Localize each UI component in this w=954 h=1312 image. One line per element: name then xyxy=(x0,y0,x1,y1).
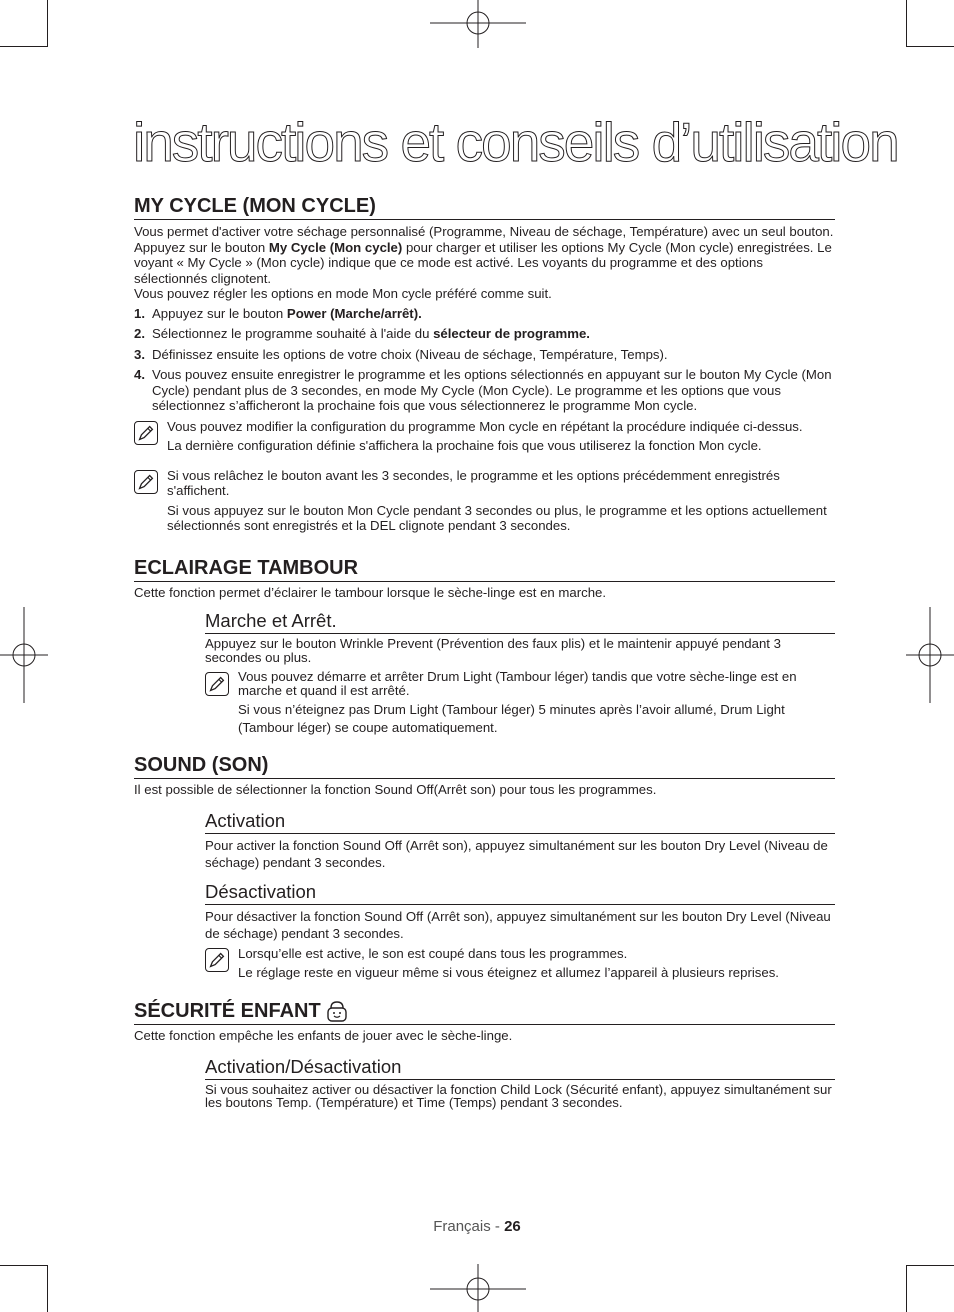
subsection-heading: Activation/Désactivation xyxy=(205,1056,835,1080)
note-block xyxy=(134,419,835,454)
crop-mark xyxy=(47,0,48,47)
note-block xyxy=(205,670,835,737)
note-text: Vous pouvez modifier la configuration du programme Mon cycle en répétant la procédure indiquée ci-dessus. xyxy=(167,418,803,434)
text: Appuyez sur le bouton xyxy=(152,305,287,321)
main-content xyxy=(134,194,835,1110)
step-number: 3. xyxy=(134,346,145,362)
note-pencil-icon xyxy=(205,948,229,972)
text: pour charger et utiliser les options My Cycle (Mon cycle) enregistrées. Le voyant « My Cycle » (Mon cycle) indique que ce mode est activé. Les voyants du programme et des options sélectionnés clignotent. xyxy=(134,239,832,286)
note-block xyxy=(134,468,835,534)
paragraph: Pour désactiver la fonction Sound Off (Arrêt son), appuyez simultanément sur les bouton Dry Level (Niveau de séchage) pendant 3 secondes. xyxy=(205,908,831,941)
paragraph xyxy=(134,240,835,287)
paragraph: Vous permet d'activer votre séchage personnalisé (Programme, Niveau de séchage, Température) avec un seul bouton. xyxy=(134,224,834,239)
step-number: 4. xyxy=(134,367,145,382)
note-text: Si vous n’éteignez pas Drum Light (Tambour léger) 5 minutes après l’avoir allumé, Drum Light (Tambour léger) se coupe automatiquement. xyxy=(238,702,785,735)
section-heading-sound: SOUND (SON) xyxy=(134,753,835,779)
heading-text: SÉCURITÉ ENFANT xyxy=(134,999,321,1022)
page-footer xyxy=(0,1218,954,1235)
note-pencil-icon xyxy=(134,470,158,494)
crop-mark xyxy=(906,1265,954,1266)
paragraph: Pour activer la fonction Sound Off (Arrêt son), appuyez simultanément sur les bouton Dry Level (Niveau de séchage) pendant 3 secondes. xyxy=(205,837,828,870)
paragraph: Cette fonction empêche les enfants de jouer avec le sèche-linge. xyxy=(134,1028,513,1044)
text: Définissez ensuite les options de votre choix (Niveau de séchage, Température, Temps). xyxy=(152,346,668,362)
page-number: 26 xyxy=(504,1218,521,1235)
note-text: Si vous appuyez sur le bouton Mon Cycle pendant 3 secondes ou plus, le programme et les options actuellement sélectionnés sont enregistrés et la DEL clignote pendant 3 secondes. xyxy=(167,502,827,533)
list-item xyxy=(134,326,835,342)
registration-mark xyxy=(906,607,954,703)
list-item xyxy=(134,347,835,363)
crop-mark xyxy=(906,46,954,47)
text: Vous pouvez ensuite enregistrer le programme et les options sélectionnés en appuyant sur le bouton My Cycle (Mon Cycle) pendant plus de 3 secondes, en mode My Cycle (Mon Cycle). Le programme et les options que vous sélectionnez s’afficheront la prochaine fois que vous sélectionnerez le programme Mon cycle. xyxy=(152,367,832,413)
note-text: Si vous relâchez le bouton avant les 3 secondes, le programme et les options précédemment enregistrés s'affichent. xyxy=(167,467,780,498)
note-pencil-icon xyxy=(205,672,229,696)
subsection xyxy=(205,610,835,737)
text: Sélectionnez le programme souhaité à l'aide du xyxy=(152,326,434,341)
page-title: instructions et conseils d’utilisation xyxy=(133,111,898,173)
crop-mark xyxy=(906,1265,907,1312)
note-text: Le réglage reste en vigueur même si vous éteignez et allumez l’appareil à plusieurs reprises. xyxy=(238,965,779,980)
paragraph: Si vous souhaitez activer ou désactiver la fonction Child Lock (Sécurité enfant), appuyez simultanément sur les boutons Temp. (Température) et Time (Temps) pendant 3 secondes. xyxy=(205,1081,832,1111)
footer-language: Français - xyxy=(433,1218,505,1235)
paragraph: Cette fonction permet d’éclairer le tambour lorsque le sèche-linge est en marche. xyxy=(134,584,607,600)
note-block xyxy=(205,946,835,981)
subsection-heading: Marche et Arrêt. xyxy=(205,610,835,634)
note-text: Vous pouvez démarre et arrêter Drum Light (Tambour léger) tandis que votre sèche-linge est en marche et quand il est arrêté. xyxy=(238,669,797,698)
crop-mark xyxy=(0,46,47,47)
paragraph: Il est possible de sélectionner la fonction Sound Off(Arrêt son) pour tous les programmes. xyxy=(134,782,657,797)
note-text: Lorsqu’elle est active, le son est coupé dans tous les programmes. xyxy=(238,945,628,961)
note-pencil-icon xyxy=(134,421,158,445)
bold-text: Power (Marche/arrêt). xyxy=(286,305,422,321)
section-heading-child-lock xyxy=(134,999,835,1026)
step-number: 2. xyxy=(134,326,145,341)
subsection xyxy=(205,810,835,981)
section-heading-eclairage: ECLAIRAGE TAMBOUR xyxy=(134,556,835,582)
text: Appuyez sur le bouton xyxy=(134,239,269,255)
bold-text: My Cycle (Mon cycle) xyxy=(268,239,403,255)
steps-list xyxy=(134,306,835,414)
registration-mark xyxy=(0,607,48,703)
crop-mark xyxy=(47,1265,48,1312)
step-number: 1. xyxy=(134,305,145,321)
paragraph: Appuyez sur le bouton Wrinkle Prevent (Prévention des faux plis) et le maintenir appuyé pendant 3 secondes ou plus. xyxy=(205,636,781,665)
list-item xyxy=(134,306,835,322)
subsection-heading: Activation xyxy=(205,810,835,834)
subsection xyxy=(205,1056,835,1110)
note-text: La dernière configuration définie s'affichera la prochaine fois que vous utiliserez la fonction Mon cycle. xyxy=(167,438,762,453)
subsection-heading: Désactivation xyxy=(205,881,835,905)
registration-mark xyxy=(430,1264,526,1312)
bold-text: sélecteur de programme. xyxy=(433,326,590,341)
list-item xyxy=(134,367,835,414)
child-lock-icon xyxy=(325,999,349,1023)
crop-mark xyxy=(0,1265,47,1266)
section-heading-my-cycle: MY CYCLE (MON CYCLE) xyxy=(134,194,835,220)
crop-mark xyxy=(906,0,907,47)
registration-mark xyxy=(430,0,526,48)
paragraph: Vous pouvez régler les options en mode Mon cycle préféré comme suit. xyxy=(134,286,552,301)
